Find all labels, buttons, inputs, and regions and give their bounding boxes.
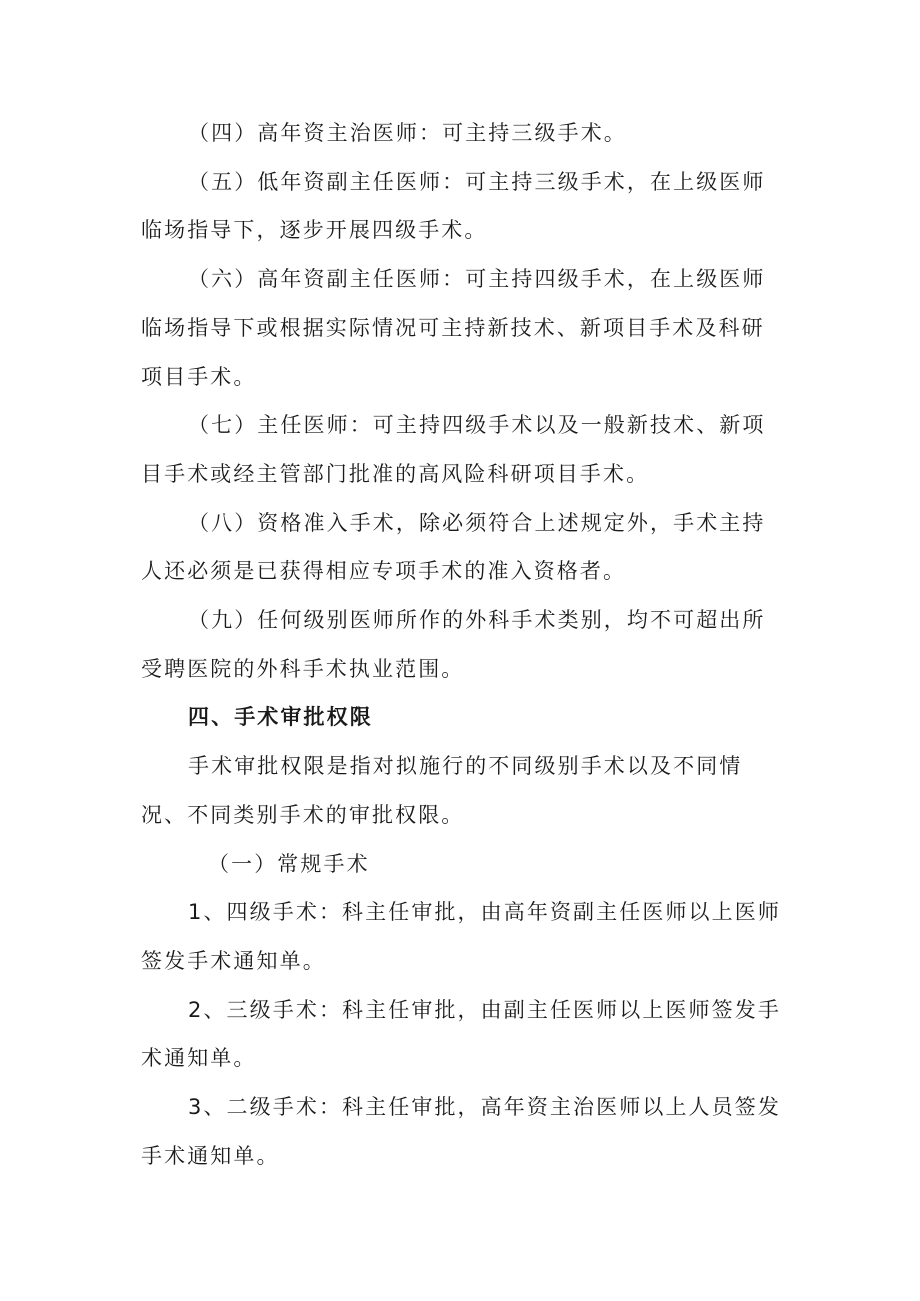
document-body (141, 109, 786, 1180)
paragraph-item-2: 2、三级手术：科主任审批，由副主任医师以上医师签发手术通知单。 (141, 997, 781, 1071)
paragraph-rule-8: （八）资格准入手术，除必须符合上述规定外，手术主持人还必须是已获得相应专项手术的准入资格者。 (141, 510, 766, 584)
section-heading: 四、手术审批权限 (188, 705, 373, 730)
paragraph-rule-6: （六）高年资副主任医师：可主持四级手术，在上级医师临场指导下或根据实际情况可主持新技术、新项目手术及科研项目手术。 (141, 267, 766, 389)
paragraph-item-3: 3、二级手术：科主任审批，高年资主治医师以上人员签发手术通知单。 (141, 1095, 781, 1168)
paragraph-rule-7: （七）主任医师：可主持四级手术以及一般新技术、新项目手术或经主管部门批准的高风险科研项目手术。 (141, 413, 766, 486)
paragraph-rule-9: （九）任何级别医师所作的外科手术类别，均不可超出所受聘医院的外科手术执业范围。 (141, 608, 766, 681)
paragraph-rule-4: （四）高年资主治医师：可主持三级手术。 (188, 121, 627, 145)
paragraph-item-1: 1、四级手术：科主任审批，由高年资副主任医师以上医师签发手术通知单。 (141, 900, 781, 973)
paragraph-rule-5: （五）低年资副主任医师：可主持三级手术，在上级医师临场指导下，逐步开展四级手术。 (141, 169, 766, 243)
subsection-heading: （一）常规手术 (208, 851, 370, 876)
paragraph-section-intro: 手术审批权限是指对拟施行的不同级别手术以及不同情况、不同类别手术的审批权限。 (141, 754, 743, 827)
